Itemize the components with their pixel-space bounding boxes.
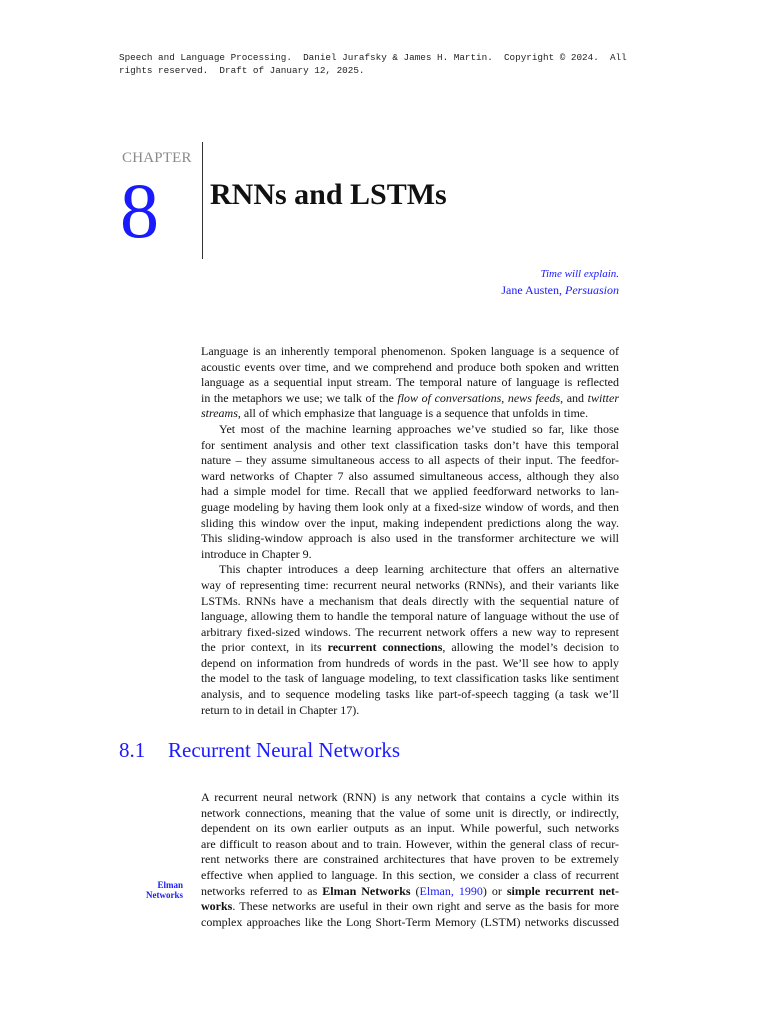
text-line: way of representing time: recurrent neural networks (RNNs), and their variants like xyxy=(201,577,619,592)
text-line: Language is an inherently temporal phenomenon. Spoken language is a sequence of xyxy=(201,344,619,358)
text-line: nature – they assume simultaneous access to all aspects of their input. The feedfor- xyxy=(201,453,619,468)
text-line: introduce in Chapter 9. xyxy=(201,546,312,561)
text-line: analysis, and to sequence modeling tasks like part-of-speech tagging (a task we’ll xyxy=(201,687,619,702)
epigraph-attribution xyxy=(501,282,619,298)
text-line: This sliding-window approach is also used in the transformer architecture we will xyxy=(201,531,619,546)
text-line: depend on information from hundreds of words in the past. We’ll see how to apply xyxy=(201,655,619,670)
text-line: arbitrary fixed-sized windows. The recurrent network offers a new way to represent xyxy=(201,624,619,639)
text-line: effective when applied to language. In this section, we consider a class of recurrent xyxy=(201,867,619,882)
copyright-line-2: rights reserved. Draft of January 12, 2025. xyxy=(119,65,365,76)
citation-link[interactable]: Elman, 1990 xyxy=(419,883,483,898)
text-line: acoustic events over time, and we comprehend and produce both spoken and written xyxy=(201,359,619,374)
text-line: This chapter introduces a deep learning architecture that offers an alternative xyxy=(219,562,619,577)
text-line: are difficult to reason about and to train. However, within the general class of recur- xyxy=(201,836,619,851)
chapter-number: 8 xyxy=(120,167,159,254)
margin-note-line-2: Networks xyxy=(146,890,183,900)
text-line: works. These networks are useful in their own right and serve as the basis for more xyxy=(201,899,619,914)
text-line: guage modeling by having them look only at a fixed-size window of words, and then xyxy=(201,499,619,514)
epigraph-quote: Time will explain. xyxy=(540,268,619,280)
text-line: complex approaches like the Long Short-Term Memory (LSTM) networks discussed xyxy=(201,914,619,929)
chapter-title: RNNs and LSTMs xyxy=(210,178,447,211)
text-line: dependent on its own earlier outputs as an input. While powerful, such networks xyxy=(201,821,619,836)
text-line: networks referred to as Elman Networks (Elman, 1990) or simple recurrent net- xyxy=(201,883,619,898)
section-number: 8.1 xyxy=(119,738,146,762)
text-line: ward networks of Chapter 7 also assumed simultaneous access, although they also xyxy=(201,468,619,483)
chapter-label: CHAPTER xyxy=(122,150,192,166)
text-line: network connections, meaning that the value of some unit is directly, or indirectly, xyxy=(201,805,619,820)
section-heading xyxy=(119,738,400,763)
text-line: the prior context, in its recurrent connections, allowing the model’s decision to xyxy=(201,640,619,655)
margin-note xyxy=(146,880,183,900)
text-line: language as a sequential input stream. The temporal nature of language is reflected xyxy=(201,375,619,390)
text-line: in the metaphors we use; we talk of the flow of conversations, news feeds, and twitter xyxy=(201,390,620,405)
copyright-header xyxy=(119,51,627,77)
text-line: streams, all of which emphasize that language is a sequence that unfolds in time. xyxy=(201,406,589,421)
text-line: sliding this window over the input, making independent predictions along the way. xyxy=(201,515,619,530)
margin-note-line-1: Elman xyxy=(157,880,183,890)
text-line: return to in detail in Chapter 17). xyxy=(201,702,360,717)
text-line: Yet most of the machine learning approaches we’ve studied so far, like those xyxy=(219,421,619,436)
chapter-divider xyxy=(202,142,203,259)
text-line: for sentiment analysis and other text classification tasks don’t have this temporal xyxy=(201,437,619,452)
epigraph-author: Jane Austen, xyxy=(501,283,565,297)
text-line: the model to the task of language modeling, to text classification tasks like sentiment xyxy=(201,671,619,686)
copyright-line-1: Speech and Language Processing. Daniel Jurafsky & James H. Martin. Copyright © 2024. All xyxy=(119,52,627,63)
text-line: rent networks there are constrained architectures that have proven to be extremely xyxy=(201,852,619,867)
chapter-intro-text xyxy=(201,344,619,718)
text-line: LSTMs. RNNs have a mechanism that deals directly with the sequential nature of xyxy=(201,593,619,608)
text-line: had a simple model for time. Recall that we applied feedforward networks to lan- xyxy=(201,484,619,499)
epigraph xyxy=(501,266,619,298)
section-text xyxy=(201,790,619,930)
text-line: language, allowing them to handle the temporal nature of language without the use of xyxy=(201,609,619,624)
section-title: Recurrent Neural Networks xyxy=(168,738,401,762)
text-line: A recurrent neural network (RNN) is any network that contains a cycle within its xyxy=(201,790,619,804)
epigraph-work: Persuasion xyxy=(565,283,619,297)
